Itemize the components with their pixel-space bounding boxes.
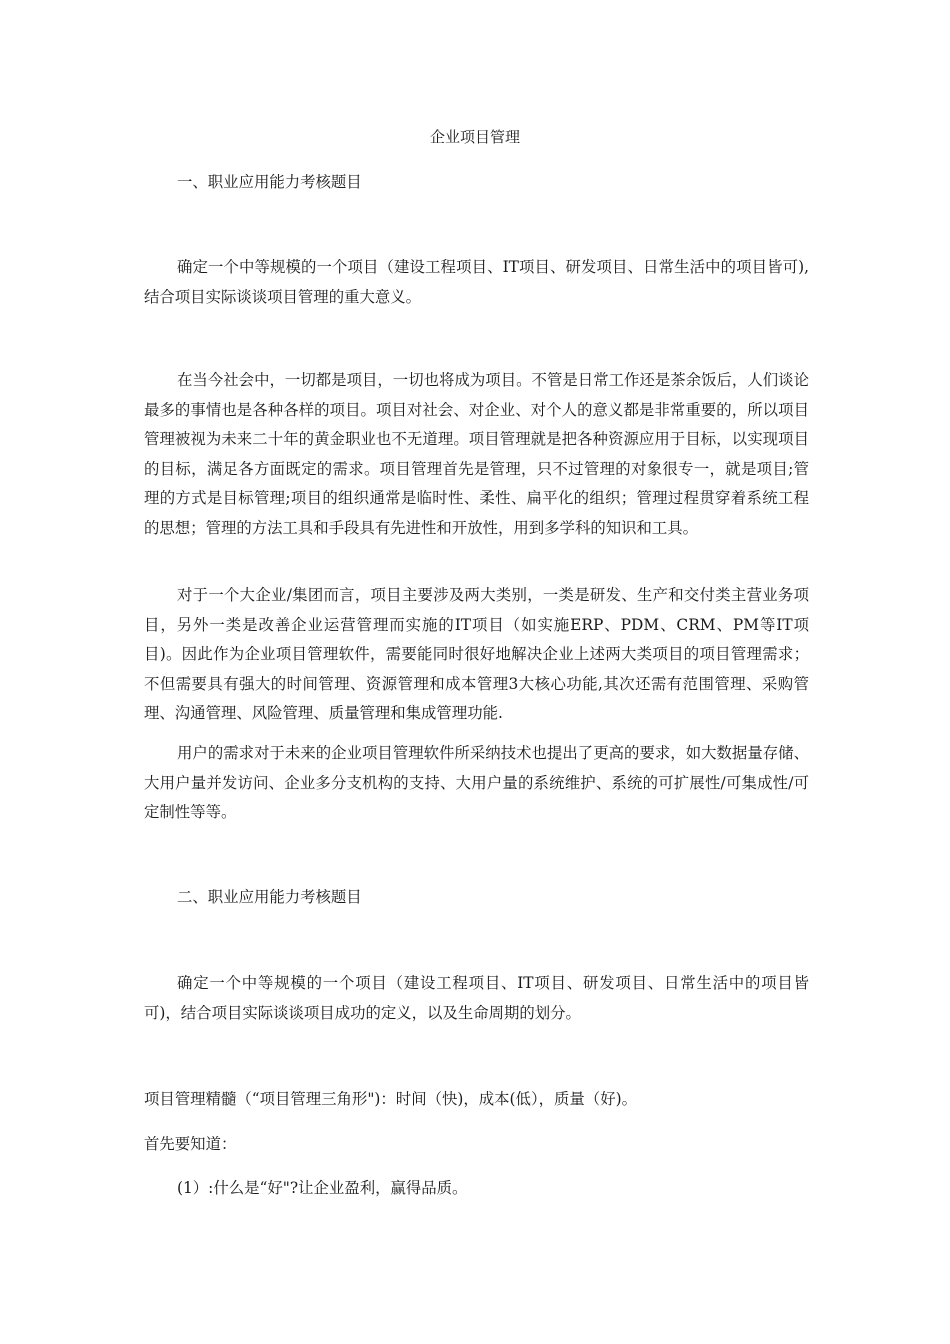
section2-heading: 二、职业应用能力考核题目: [177, 888, 362, 906]
essence-line: 项目管理精髓（“项目管理三角形")：时间（快)，成本(低），质量（好)。: [144, 1090, 637, 1108]
section1-heading: 一、职业应用能力考核题目: [177, 173, 362, 191]
section1-paragraph-2: 对于一个大企业/集团而言，项目主要涉及两大类别，一类是研发、生产和交付类主营业务项目，另外一类是改善企业运营管理而实施的IT项目（如实施ERP、PDM、CRM、PM等IT项目)。因此作为企业项目管理软件，需要能同时很好地解决企业上述两大类项目的项目管理需求；不但需要具有强大的时间管理、资源管理和成本管理3大核心功能,其次还需有范围管理、采购管理、沟通管理、风险管理、质量管理和集成管理功能.: [144, 586, 809, 722]
section1-question: 确定一个中等规模的一个项目（建设工程项目、IT项目、研发项目、日常生活中的项目皆可),结合项目实际谈谈项目管理的重大意义。: [144, 258, 809, 306]
know-first-line: 首先要知道：: [144, 1135, 237, 1153]
document-title: 企业项目管理: [429, 128, 520, 146]
section1-paragraph-3: 用户的需求对于未来的企业项目管理软件所采纳技术也提出了更高的要求，如大数据量存储、大用户量并发访问、企业多分支机构的支持、大用户量的系统维护、系统的可扩展性/可集成性/可定制性等等。: [144, 744, 809, 821]
section1-paragraph-1: 在当今社会中，一切都是项目，一切也将成为项目。不管是日常工作还是茶余饭后，人们谈论最多的事情也是各种各样的项目。项目对社会、对企业、对个人的意义都是非常重要的，所以项目管理被视为未来二十年的黄金职业也不无道理。项目管理就是把各种资源应用于目标，以实现项目的目标，满足各方面既定的需求。项目管理首先是管理，只不过管理的对象很专一，就是项目;管理的方式是目标管理;项目的组织通常是临时性、柔性、扁平化的组织；管理过程贯穿着系统工程的思想；管理的方法工具和手段具有先进性和开放性，用到多学科的知识和工具。: [144, 371, 809, 537]
section2-question: 确定一个中等规模的一个项目（建设工程项目、IT项目、研发项目、日常生活中的项目皆可)，结合项目实际谈谈项目成功的定义，以及生命周期的划分。: [144, 974, 809, 1022]
list-item-1: (1）:什么是“好"?让企业盈利，赢得品质。: [177, 1179, 468, 1197]
